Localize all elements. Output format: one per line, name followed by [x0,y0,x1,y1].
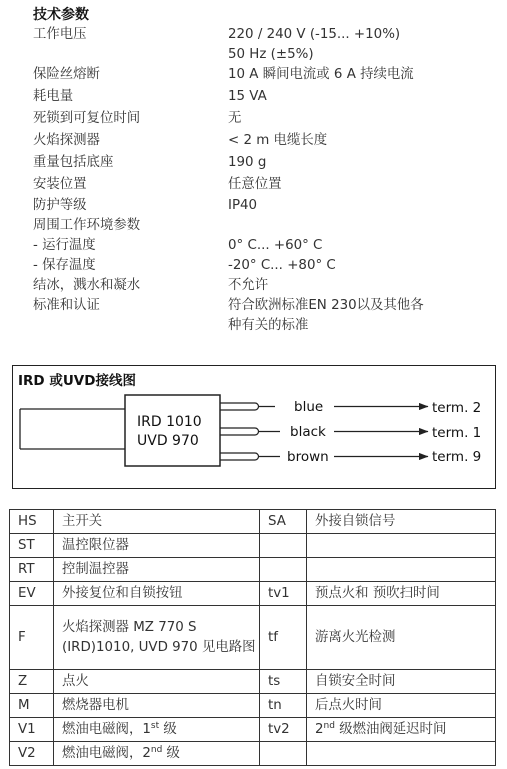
legend-code: V1 [10,718,54,742]
legend-desc: 外接复位和自锁按钮 [54,582,260,606]
legend-code [260,558,307,582]
wire-color-label: brown [287,449,329,465]
legend-desc-text: 级 [159,721,177,737]
legend-desc: 控制温控器 [54,558,260,582]
table-row [10,534,496,558]
spec-value: 15 VA [228,89,267,104]
specs-title: 技术参数 [33,7,89,23]
spec-label: 保险丝熔断 [33,67,100,82]
wire-connector [255,453,259,460]
spec-value: 任意位置 [228,177,282,192]
table-row [10,558,496,582]
spec-label: 结冰，溅水和凝水 [33,278,141,293]
legend-desc [307,534,496,558]
legend-desc: 温控限位器 [54,534,260,558]
legend-code [260,742,307,766]
spec-value: 0° C... +60° C [228,238,323,253]
ordinal-suffix: nd [150,744,163,755]
legend-desc-text: 燃油电磁阀，2 [62,745,151,761]
legend-code: EV [10,582,54,606]
legend-desc-text: 燃油电磁阀，1 [62,721,151,737]
table-row [10,718,496,742]
legend-code: Z [10,670,54,694]
legend-code: tv1 [260,582,307,606]
legend-desc: 自锁安全时间 [307,670,496,694]
spec-label: 标准和认证 [33,298,100,313]
legend-desc [54,742,260,766]
legend-code: ts [260,670,307,694]
spec-label: 重量包括底座 [33,155,114,170]
legend-desc-text: 级燃油阀延迟时间 [334,721,447,737]
legend-code: F [10,606,54,670]
table-row [10,582,496,606]
device-label: IRD 1010 [137,414,202,430]
spec-value: IP40 [228,198,258,213]
legend-desc [307,718,496,742]
legend-desc-text: 级 [162,745,180,761]
spec-value: 10 A 瞬间电流或 6 A 持续电流 [228,67,414,82]
legend-code [260,534,307,558]
legend-code: HS [10,510,54,534]
legend-desc: 主开关 [54,510,260,534]
legend-desc: 游离火光检测 [307,606,496,670]
legend-code: tn [260,694,307,718]
legend-desc [307,558,496,582]
spec-value: -20° C... +80° C [228,258,336,273]
table-row [10,694,496,718]
spec-value: 220 / 240 V (-15... +10%) [228,27,401,42]
terminal-label: term. 9 [432,449,482,465]
legend-desc [54,718,260,742]
spec-label: 耗电量 [33,89,74,104]
spec-value: 符合欧洲标准EN 230以及其他各 [228,298,424,313]
spec-label: 工作电压 [33,27,87,42]
legend-table [9,509,496,766]
spec-label: 安装位置 [33,177,87,192]
table-row [10,510,496,534]
spec-value: 种有关的标准 [228,318,309,333]
wire-color-label: black [290,424,326,440]
spec-value: 不允许 [228,278,269,293]
legend-code: SA [260,510,307,534]
legend-code: M [10,694,54,718]
terminal-label: term. 1 [432,425,482,441]
legend-code: ST [10,534,54,558]
spec-value: < 2 m 电缆长度 [228,133,328,148]
spec-value: 50 Hz (±5%) [228,47,314,62]
legend-desc: 后点火时间 [307,694,496,718]
spec-label: 死锁到可复位时间 [33,111,141,126]
spec-label: 防护等级 [33,198,87,213]
table-row [10,606,496,670]
spec-value: 无 [228,111,242,126]
wire-connector [255,403,259,410]
legend-code: RT [10,558,54,582]
legend-desc: 火焰探测器 MZ 770 S (IRD)1010, UVD 970 见电路图 [54,606,260,670]
wiring-diagram-title: IRD 或UVD接线图 [18,373,136,389]
ordinal-suffix: nd [323,720,335,731]
legend-code: tf [260,606,307,670]
spec-value: 190 g [228,155,267,170]
legend-desc [307,742,496,766]
wire-connector [255,428,259,435]
legend-code: V2 [10,742,54,766]
spec-label: 火焰探测器 [33,133,100,148]
legend-desc: 点火 [54,670,260,694]
legend-desc: 预点火和 预吹扫时间 [307,582,496,606]
wire-color-label: blue [294,399,324,415]
table-row [10,670,496,694]
table-row [10,742,496,766]
device-label: UVD 970 [137,433,199,449]
legend-desc-text: 2 [315,721,324,737]
ordinal-suffix: st [150,720,160,731]
device-box [125,395,220,466]
spec-label: 周围工作环境参数 [33,218,141,233]
legend-code: tv2 [260,718,307,742]
legend-desc: 燃烧器电机 [54,694,260,718]
spec-label: - 保存温度 [33,258,96,273]
terminal-label: term. 2 [432,400,482,416]
legend-desc: 外接自锁信号 [307,510,496,534]
spec-label: - 运行温度 [33,238,96,253]
